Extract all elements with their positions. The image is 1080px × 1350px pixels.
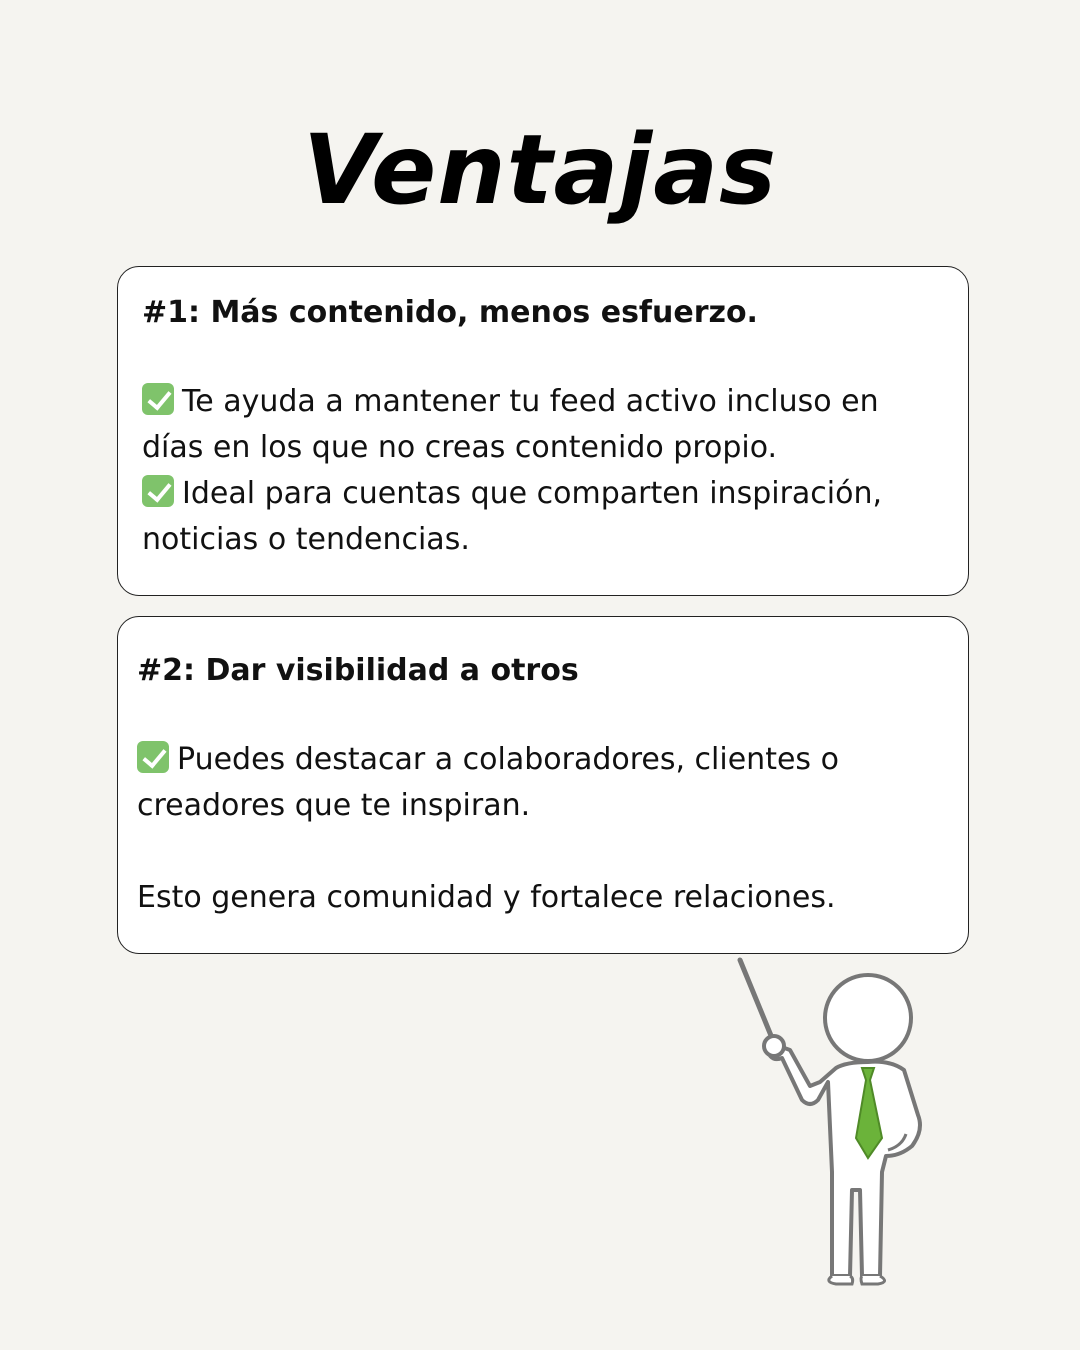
- card-heading: #1: Más contenido, menos esfuerzo.: [142, 295, 758, 330]
- list-item: Puedes destacar a colaboradores, clientes o creadores que te inspiran.: [137, 742, 839, 823]
- check-mark-icon: [142, 383, 174, 415]
- closing-text: Esto genera comunidad y fortalece relaciones.: [137, 880, 836, 915]
- presenter-with-pointer-icon: [720, 950, 960, 1290]
- advantage-card-1: [117, 266, 969, 596]
- page-title: Ventajas: [302, 114, 778, 226]
- card-heading: #2: Dar visibilidad a otros: [137, 653, 579, 688]
- advantage-card-2: [117, 616, 969, 954]
- list-item: Te ayuda a mantener tu feed activo incluso en días en los que no creas contenido propio.: [142, 384, 879, 465]
- check-mark-icon: [142, 475, 174, 507]
- list-item: Ideal para cuentas que comparten inspiración, noticias o tendencias.: [142, 476, 883, 557]
- check-mark-icon: [137, 741, 169, 773]
